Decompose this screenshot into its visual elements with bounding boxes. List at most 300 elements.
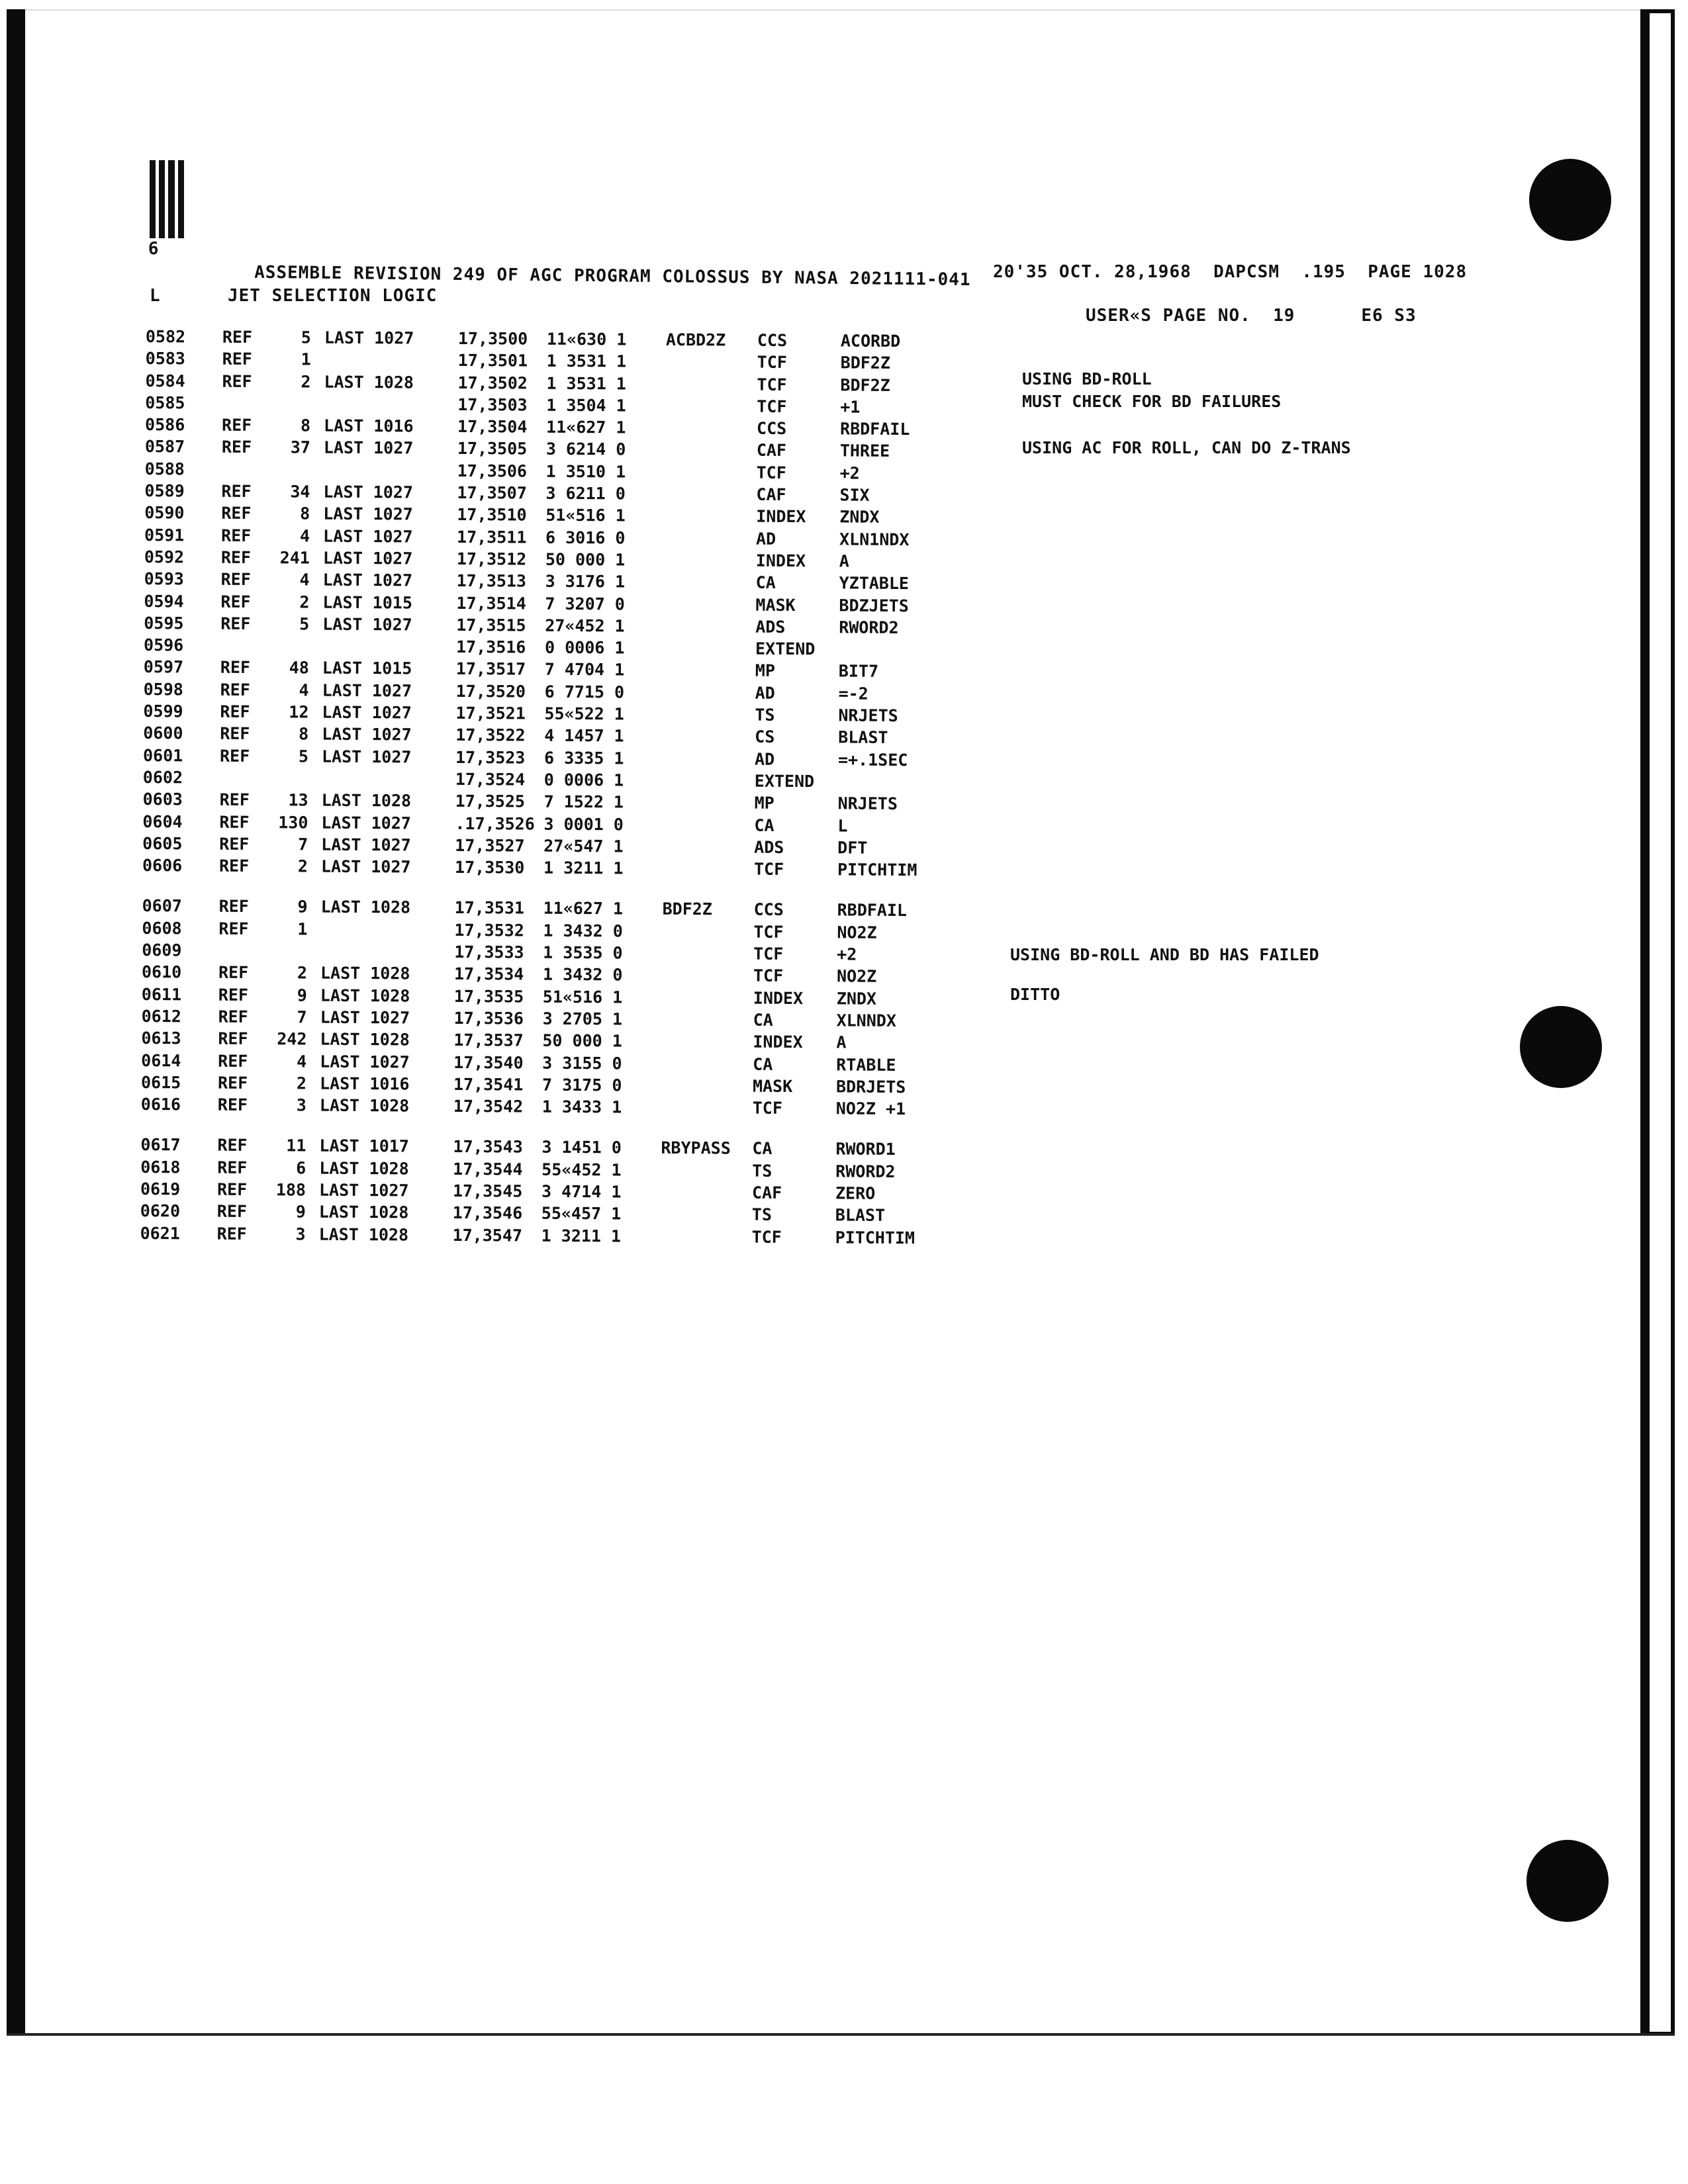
address: 17,3501 [457,351,528,371]
ref-keyword: REF [220,702,250,722]
operand: +1 [840,397,861,417]
operand: DFT [837,838,868,858]
line-number: 0593 [144,569,184,589]
object-code: 1 3531 1 [546,373,627,394]
line-number: 0621 [140,1223,180,1243]
opcode: CAF [756,484,786,504]
opcode: TCF [753,922,784,942]
operand: L [837,815,848,836]
ref-count: 2 [301,372,311,392]
object-code: 1 3432 0 [542,964,623,985]
operand: A [839,551,850,571]
line-number: 0615 [140,1072,181,1093]
last-ref: LAST 1017 [319,1136,410,1156]
object-code: 4 1457 1 [544,726,624,746]
opcode: INDEX [755,551,806,571]
object-code: 7 1522 1 [543,792,624,812]
object-code: 0 0006 1 [544,637,625,658]
address: 17,3506 [457,461,528,481]
scan-edge-bottom [7,2033,1675,2036]
ref-count: 2 [296,1073,307,1093]
section-title: JET SELECTION LOGIC [228,286,438,306]
address: 17,3500 [457,328,528,349]
object-code: 0 0006 1 [543,770,624,790]
opcode: MASK [755,595,796,615]
last-ref: LAST 1016 [319,1073,410,1094]
opcode: INDEX [756,507,806,527]
address: 17,3542 [453,1096,524,1116]
operand: ZNDX [839,507,880,527]
operand: NRJETS [838,705,898,726]
object-code: 11«627 1 [543,899,624,919]
address: 17,3541 [453,1074,524,1095]
comment-ac-for-roll: USING AC FOR ROLL, CAN DO Z-TRANS [1022,438,1351,457]
last-ref: LAST 1015 [322,659,412,678]
operand: BDF2Z [840,353,891,373]
operand: =+.1SEC [837,750,908,770]
ref-count: 2 [297,963,308,983]
last-ref: LAST 1028 [318,1202,409,1222]
opcode: TCF [751,1227,782,1247]
line-number: 0600 [143,723,183,743]
operand: A [836,1032,847,1052]
ref-keyword: REF [218,1051,248,1071]
line-number: 0619 [140,1179,181,1199]
punch-hole-middle [1520,1006,1602,1088]
comment-check-bd-failures: MUST CHECK FOR BD FAILURES [1022,392,1282,411]
address: 17,3511 [456,527,527,547]
last-ref: LAST 1027 [318,1180,409,1201]
line-number: 0588 [144,459,185,479]
object-code: 3 3155 0 [542,1053,622,1073]
last-ref: LAST 1028 [320,963,410,983]
ref-count: 2 [297,856,308,876]
object-code: 51«516 1 [545,506,626,525]
object-code: 7 3207 0 [545,594,625,614]
ref-count: 9 [297,985,307,1005]
operand: THREE [839,441,890,461]
opcode: TS [752,1161,773,1181]
opcode: TCF [757,352,787,373]
last-ref: LAST 1028 [320,1029,410,1050]
ref-keyword: REF [217,1073,248,1093]
last-ref: LAST 1027 [320,1007,410,1028]
last-ref: LAST 1015 [322,592,413,613]
operand: NO2Z +1 [835,1099,906,1119]
ref-keyword: REF [221,481,252,502]
operand: BIT7 [838,661,879,682]
ref-count: 8 [299,724,309,744]
last-ref: LAST 1028 [320,985,410,1006]
object-code: 1 3535 0 [543,942,623,963]
ref-keyword: REF [218,897,249,917]
ref-keyword: REF [219,812,250,832]
opcode: EXTEND [755,639,816,659]
address: 17,3516 [455,637,526,657]
ref-keyword: REF [222,371,252,391]
address: 17,3523 [455,747,526,768]
address: 17,3532 [454,920,524,940]
address: 17,3537 [453,1030,524,1050]
ref-keyword: REF [219,746,250,766]
ref-count: 3 [295,1224,306,1244]
address: 17,3545 [452,1181,523,1201]
address: 17,3540 [453,1052,524,1073]
opcode: CCS [756,418,787,439]
line-number: 0620 [140,1201,181,1221]
line-number: 0609 [142,940,182,960]
last-ref: LAST 1027 [322,548,413,569]
ref-keyword: REF [218,1028,248,1049]
address: 17,3535 [453,986,524,1007]
section-letter: L [150,286,161,306]
object-code: 3 4714 1 [541,1181,622,1202]
address: 17,3522 [455,725,526,745]
ref-count: 37 [290,437,310,458]
opcode: CA [752,1139,773,1159]
ref-count: 7 [298,835,308,854]
operand: SIX [839,485,870,505]
operand: RWORD1 [835,1139,896,1160]
opcode: AD [755,683,775,703]
address: 17,3503 [457,394,528,415]
object-code: 6 3016 0 [545,527,626,548]
last-ref: LAST 1028 [320,897,411,917]
ref-keyword: REF [218,1007,248,1026]
last-ref: LAST 1028 [324,372,414,392]
opcode: CA [753,1010,773,1030]
ref-count: 130 [278,812,308,833]
ref-keyword: REF [220,547,252,567]
ref-keyword: REF [218,919,249,938]
operand: XLNNDX [836,1011,897,1030]
line-number: 0584 [145,371,185,390]
object-code: 11«627 1 [545,417,626,437]
ref-keyword: REF [218,985,249,1005]
last-ref: LAST 1027 [323,438,414,458]
last-ref: LAST 1028 [319,1095,410,1116]
object-code: 1 3211 1 [543,858,624,878]
operand: XLN1NDX [839,529,910,549]
ref-keyword: REF [218,963,249,983]
ref-keyword: REF [217,1136,248,1156]
last-ref: LAST 1027 [320,856,411,877]
address: 17,3507 [457,482,527,503]
ref-count: 5 [299,614,310,634]
last-ref: LAST 1027 [322,680,412,701]
object-code: 1 3433 1 [541,1097,622,1117]
operand: BDF2Z [840,375,890,395]
ref-keyword: REF [218,856,250,876]
ref-keyword: REF [217,1158,248,1177]
last-ref: LAST 1028 [321,790,412,811]
line-number: 0596 [143,635,184,655]
ref-count: 12 [289,702,309,722]
ref-keyword: REF [222,327,253,347]
assembly-listing [140,327,940,1250]
line-number: 0617 [140,1135,181,1155]
last-ref: LAST 1027 [320,1052,410,1071]
address: 17,3527 [455,835,525,856]
object-code: 11«630 1 [546,329,627,349]
last-ref: LAST 1027 [324,328,414,348]
line-number: 0595 [144,613,184,633]
page-mark: 6 [148,239,160,259]
ref-count: 6 [296,1158,306,1178]
object-code: 27«452 1 [545,615,625,636]
address: 17,3521 [455,703,526,723]
symbol-label: RBYPASS [661,1138,731,1158]
operand: BLAST [838,727,888,748]
operand: =-2 [838,684,868,704]
ref-count: 7 [297,1007,307,1027]
object-code: 27«547 1 [543,836,624,856]
line-number: 0602 [142,767,183,788]
ref-count: 8 [300,504,310,523]
section-heading [150,286,437,306]
operand: RBDFAIL [839,419,910,439]
object-code: 1 3510 1 [545,461,626,482]
ref-keyword: REF [221,437,252,457]
symbol-label: BDF2Z [662,899,712,919]
opcode: INDEX [753,988,804,1008]
object-code: 7 4704 1 [544,660,625,680]
address: 17,3513 [456,571,527,591]
opcode: CAF [756,441,787,461]
last-ref: LAST 1027 [321,835,411,855]
ref-count: 4 [299,680,309,700]
ref-keyword: REF [220,525,252,545]
object-code: 51«516 1 [542,987,623,1007]
line-number: 0592 [144,547,185,567]
line-number: 0585 [145,392,185,413]
punch-hole-top [1529,159,1611,241]
date-page-stamp: 20'35 OCT. 28,1968 DAPCSM .195 PAGE 1028 [993,262,1468,282]
object-code: 3 6214 0 [545,439,626,459]
address: 17,3530 [454,857,525,878]
ref-keyword: REF [219,834,250,854]
listing-row [142,856,937,883]
line-number: 0604 [142,811,183,831]
operand: ZNDX [836,989,877,1009]
last-ref: LAST 1027 [323,482,414,502]
opcode: MP [754,793,774,813]
line-number: 0614 [141,1050,181,1070]
operand: PITCHTIM [835,1227,915,1248]
line-number: 0605 [142,833,183,854]
last-ref: LAST 1028 [318,1224,409,1245]
object-code: 6 3335 1 [543,748,624,768]
ref-count: 1 [297,919,308,939]
punch-hole-bottom [1526,1840,1609,1922]
ref-keyword: REF [220,680,250,700]
listing-row [141,1095,935,1122]
address: 17,3531 [454,898,525,918]
line-number: 0599 [143,702,183,721]
last-ref: LAST 1027 [321,813,411,833]
comment-using-bd-roll: USING BD-ROLL [1022,369,1152,388]
object-code: 55«457 1 [541,1203,622,1224]
ref-keyword: REF [221,504,252,523]
operand: RTABLE [836,1054,896,1075]
operand: ACORBD [840,331,901,351]
operand: +2 [837,944,857,964]
object-code: 3 3176 1 [545,571,626,592]
object-code: 7 3175 0 [541,1075,622,1095]
line-number: 0616 [140,1095,181,1115]
opcode: TCF [753,944,784,964]
opcode: CAF [751,1183,782,1203]
opcode: TCF [757,396,787,416]
line-number: 0612 [141,1006,181,1026]
line-number: 0591 [144,525,185,545]
object-code: 3 2705 1 [542,1009,623,1029]
ref-count: 5 [301,328,311,347]
address: 17,3536 [453,1008,524,1028]
ref-count: 11 [286,1136,306,1156]
ref-count: 4 [299,570,310,590]
ref-keyword: REF [220,592,251,612]
ref-count: 4 [297,1051,307,1071]
opcode: MASK [752,1076,793,1096]
ref-keyword: REF [220,724,250,744]
operand: +2 [839,463,860,483]
address: 17,3544 [453,1159,523,1179]
last-ref: LAST 1027 [322,526,413,547]
last-ref: LAST 1027 [322,570,413,590]
ref-keyword: REF [220,569,251,590]
ref-count: 4 [299,526,310,546]
ref-keyword: REF [219,790,250,810]
operand: ZERO [835,1183,876,1203]
operand: YZTABLE [839,573,910,594]
object-code: 55«452 1 [541,1160,622,1180]
operand: RWORD2 [839,617,899,637]
opcode: INDEX [753,1032,803,1052]
operand: NO2Z [836,966,877,987]
opcode: CCS [757,330,788,350]
object-code: 1 3531 1 [546,351,627,371]
operand: NO2Z [837,923,877,942]
operand: BLAST [835,1205,886,1226]
line-number: 0611 [141,984,182,1004]
object-code: 3 6211 0 [545,483,626,504]
line-number: 0608 [142,918,182,938]
ref-count: 188 [275,1180,306,1200]
line-number: 0587 [144,437,185,457]
operand: BDZJETS [839,595,909,615]
line-number: 0607 [142,896,182,916]
line-number: 0618 [140,1157,181,1177]
line-number: 0597 [143,657,184,677]
opcode: CS [755,727,775,747]
listing-title: 6 ASSEMBLE REVISION 249 OF AGC PROGRAM COLOSSUS BY NASA 2021111-041 [148,239,971,291]
opcode: TCF [753,966,784,986]
listing-row [140,1224,935,1251]
operand: PITCHTIM [837,860,917,880]
opcode: ADS [755,617,786,637]
opcode: TCF [757,375,787,394]
ref-keyword: REF [222,349,252,369]
ref-count: 2 [299,592,310,612]
address: 17,3510 [457,505,527,525]
address: 17,3524 [455,769,526,790]
operand: RBDFAIL [837,900,908,921]
ref-count: 241 [279,548,310,568]
last-ref: LAST 1027 [322,702,412,723]
address: 17,3514 [456,593,526,614]
address: .17,3526 [455,813,535,834]
last-ref: LAST 1027 [322,614,412,635]
object-code: 1 3432 0 [543,921,623,941]
opcode: CCS [753,900,784,920]
object-code: 3 1451 0 [541,1138,622,1158]
address: 17,3502 [457,373,528,393]
opcode: CA [755,572,776,593]
ref-keyword: REF [216,1179,248,1199]
opcode: MP [755,661,776,681]
ref-count: 13 [288,790,308,810]
line-number: 0589 [144,481,185,501]
line-number: 0610 [141,962,182,982]
opcode: CA [753,1054,773,1074]
ref-count: 242 [277,1029,307,1049]
line-number: 0583 [145,349,186,369]
line-number: 0601 [142,745,183,765]
ref-keyword: REF [217,1095,248,1115]
operand: BDRJETS [835,1077,906,1097]
address: 17,3525 [455,792,526,811]
object-code: 3 0001 0 [543,814,624,834]
address: 17,3546 [452,1203,523,1223]
ref-keyword: REF [222,415,252,435]
ref-keyword: REF [216,1201,248,1222]
last-ref: LAST 1027 [323,504,413,524]
address: 17,3534 [453,964,524,984]
ref-count: 5 [298,747,309,766]
ref-keyword: REF [220,614,251,633]
opcode: AD [755,529,776,549]
object-code: 55«522 1 [544,704,624,724]
line-number: 0606 [142,856,183,876]
object-code: 1 3504 1 [546,395,626,416]
line-number: 0594 [144,591,184,611]
address: 17,3547 [452,1225,523,1246]
opcode: TS [751,1205,773,1225]
last-ref: LAST 1016 [324,416,414,436]
ref-count: 3 [296,1095,306,1115]
line-number: 0582 [145,327,186,347]
address: 17,3533 [454,942,524,962]
symbol-label: ACBD2Z [665,330,726,350]
scan-edge-left [7,9,25,2036]
opcode: CA [754,815,774,835]
operand: RWORD2 [835,1161,896,1181]
line-number: 0586 [145,415,185,435]
last-ref: LAST 1027 [322,724,412,745]
line-number: 0598 [143,679,183,700]
ref-keyword: REF [220,658,251,678]
opcode: EXTEND [754,771,815,792]
scan-edge-top [25,9,1640,11]
opcode: TCF [756,463,786,482]
ref-count: 48 [289,658,309,678]
opcode: TS [755,705,775,725]
comment-ditto: DITTO [1010,985,1060,1004]
ref-count: 9 [295,1202,306,1222]
ref-count: 34 [290,482,310,502]
ref-count: 9 [297,897,308,917]
